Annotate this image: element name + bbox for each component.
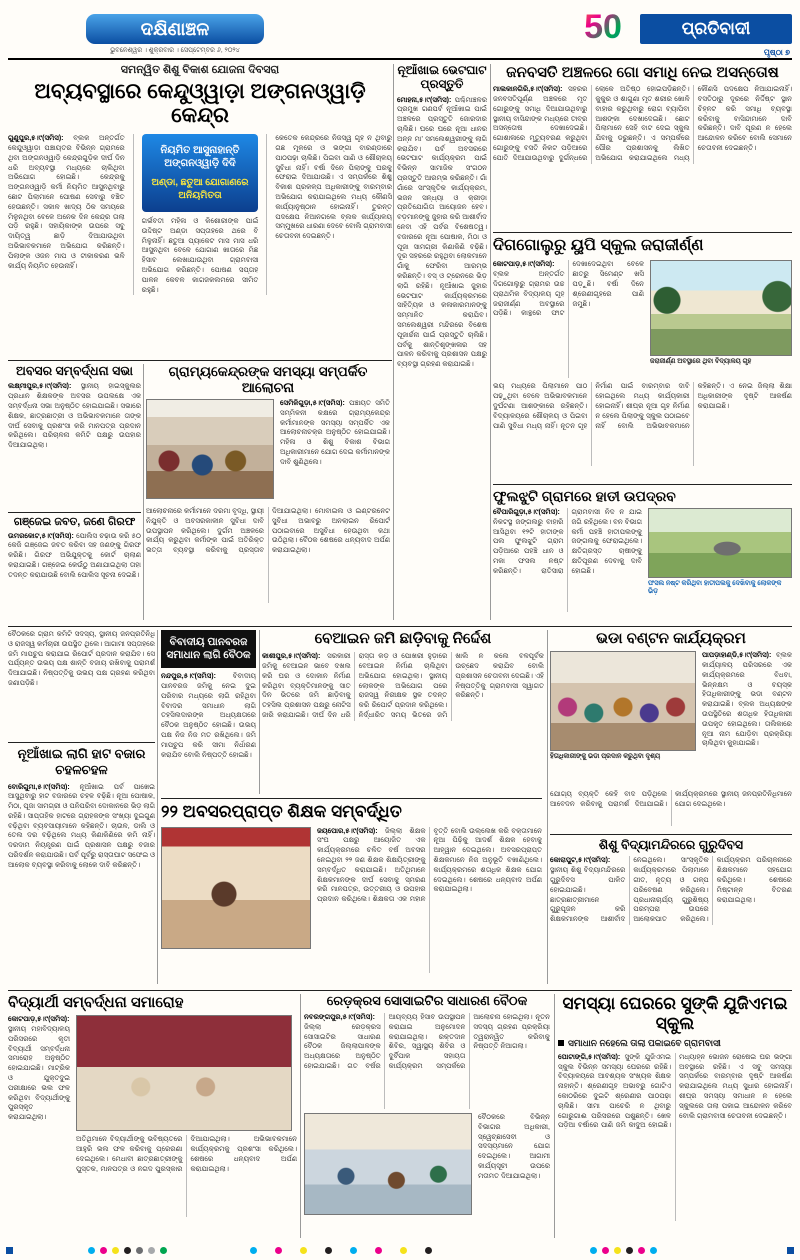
reg-dot [325,1247,332,1254]
headline: ନୂଆଁଖାଇ ଭେଟଘାଟ ପ୍ରସ୍ତୁତି [397,64,487,91]
article-body: ଆଲୋଚନାରେ କର୍ମୀମାନେ ଦରମା ବୃଦ୍ଧି, ସ୍ଥାୟୀ ନିଯୁକ୍ତି ଓ ଅବସରକାଳୀନ ସୁବିଧା ଦାବି ଉପସ୍ଥାପନ କରିଥିଲେ। ଦୁର୍ଗମ ଅଞ୍ଚଳରେ କାର୍ଯ୍ୟ କରୁଥିବା କର୍ମୀଙ୍କ ପାଇଁ ଅତିରିକ୍ତ ଭତ୍ତା ବ୍ୟବସ୍ଥା କରିବାକୁ ପ୍ରସ୍ତାବ ଦିଆଯାଇଥିଲା। ମୋବାଇଲ ଓ ଇଣ୍ଟରନେଟ ସୁବିଧା ଅଭାବରୁ ଅନଲାଇନ ରିପୋର୍ଟ ପଠାଇବାରେ ଅସୁବିଧା ହେଉଥିବା କଥା ଉଠିଥିଲା। ବୈଠକ ଶେଷରେ ଧନ୍ୟବାଦ ଅର୍ପଣ କରାଯାଇଥିଲା। [146,508,390,555]
byline: ନବରଙ୍ଗପୁର,୫।୯(ସମିସ): [304,1013,375,1021]
article-body: ଗର୍ଭବତୀ ମହିଳା ଓ କିଶୋରୀଙ୍କ ପାଇଁ ଉଦ୍ଦିଷ୍ଟ ଅଣ୍ଡା ସପ୍ତାହରେ ଥରେ ବି ମିଳୁନାହିଁ। ଛତୁଆ ପ୍ୟାକେଟ ମାସ ମାସ ଧରି ଆସୁନଥିବା ବେଳେ ଯୋଗାଣ ଖାତାରେ ମିଛ ହିସାବ ଲେଖାଯାଉଥିବା ଗ୍ରାମବାସୀ ଅଭିଯୋଗ କରିଛନ୍ତି। ପୋଷଣ ସପ୍ତାହ ପାଳନ କେବଳ କାଗଜକଲମରେ ସୀମିତ ରହୁଛି। [141,217,259,294]
article-body [493,508,642,612]
article-body [558,1053,792,1221]
section-badge: ଦକ୍ଷିଣାଞ୍ଚଳ [86,14,264,44]
reg-dot [100,1247,107,1254]
photo-discussion-meeting [146,399,274,499]
column-rule [554,994,555,1238]
photo-dilapidated-school [650,260,792,356]
article-text: ଜିଲ୍ଲା ଶିକ୍ଷକ ସଂଘ ପକ୍ଷରୁ ଆୟୋଜିତ ଏକ କାର୍ଯ୍ୟକ୍ରମରେ ଚଳିତ ବର୍ଷ ଅବସର ନେଇଥିବା ୨୨ ଜଣ ଶିକ୍ଷକ ଶିକ୍ଷୟିତ୍ରୀଙ୍କୁ ସମ୍ବର୍ଦ୍ଧିତ କରାଯାଇଛି। ଅତିଥିମାନେ ଶିକ୍ଷକମାନଙ୍କ ଦୀର୍ଘ ସେବାକୁ ସ୍ମରଣ କରି ମାନପତ୍ର, ଉତ୍ତରୀୟ ଓ ଉପହାର ପ୍ରଦାନ କରିଥିଲେ। ଶିକ୍ଷକତା ଏକ ମହାନ ବୃତ୍ତି ବୋଲି ଉଲ୍ଲେଖ କରି ବକ୍ତାମାନେ ନୂଆ ପିଢ଼ିକୁ ଆଦର୍ଶ ଶିକ୍ଷକ ହେବାକୁ ଆହ୍ୱାନ ଦେଇଥିଲେ। ଅବସରପ୍ରାପ୍ତ ଶିକ୍ଷକମାନେ ନିଜ ଅନୁଭୂତି ବଖାଣିଥିଲେ। କାର୍ଯ୍ୟକ୍ରମରେ ଶତାଧିକ ଶିକ୍ଷକ ଯୋଗ ଦେଇଥିଲେ। ଶେଷରେ ଧନ୍ୟବାଦ ଅର୍ପଣ କରାଯାଇଥିଲା। [317,827,542,904]
byline: ସେମିଳିଗୁଡ଼ା,୫।୯(ସମିସ): [280,400,345,408]
highlight-box [142,134,259,212]
headline: ଗଞ୍ଜେଇ ଜବତ, ଜଣେ ଗିରଫ [13,516,136,528]
column-rule [547,630,548,984]
reg-dot [136,1247,143,1254]
article-text: ସ୍ଥାନୀୟ ଶିଶୁ ବିଦ୍ୟାମନ୍ଦିରରେ ଗୁରୁଦିବସ ପାଳିତ ହୋଇଯାଇଛି। ଛାତ୍ରଛାତ୍ରୀମାନେ ଗୁରୁପୂଜନ କରି ଶିକ୍ଷକମାନଙ୍କ ଆଶୀର୍ବାଦ ନେଇଥିଲେ। ସାଂସ୍କୃତିକ କାର୍ଯ୍ୟକ୍ରମରେ ପିଲାମାନେ ଗୀତ, ନୃତ୍ୟ ଓ ଗଳ୍ପ ପରିବେଷଣ କରିଥିଲେ। ପ୍ରଧାନାଚାର୍ଯ୍ୟ ଗୁରୁଶିଷ୍ୟ ପରମ୍ପରା ଉପରେ ଆଲୋକପାତ କରିଥିଲେ। କାର୍ଯ୍ୟକ୍ରମ ପରିଚାଳନାରେ ଶିକ୍ଷକମାନେ ସହଯୋଗ କରିଥିଲେ। ଶେଷରେ ମିଷ୍ଟାନ୍ନ ବିତରଣ କରାଯାଇଥିଲା। [550,857,792,924]
headline: ସମସ୍ୟା ଘେରରେ ସୁଙ୍କି ଯୁଜିଏମଇ ସ୍କୁଲ [562,994,788,1034]
byline: କୋରାପୁଟ,୫।୯(ସମିସ): [550,857,611,865]
reg-dot [626,1247,633,1254]
article-teachers-felicitated [161,802,542,984]
byline: ବୈପାରିଗୁଡ଼ା,୫।୯(ସମିସ): [493,509,560,517]
divider [8,360,392,361]
article-body: ଅତିଥିମାନେ ବିଦ୍ୟାର୍ଥୀଙ୍କୁ ଭବିଷ୍ୟତରେ ଆହୁରି ଭଲ ଫଳ କରିବାକୁ ପ୍ରେରଣା ଦେଇଥିଲେ। ମେଧାବୀ ଛାତ୍ରଛାତ୍ରୀଙ୍କୁ ପୁସ୍ତକ, ମାନପତ୍ର ଓ ନଗଦ ପୁରସ୍କାର ଦିଆଯାଇଥିଲା। ଅଭିଭାବକମାନେ କାର୍ଯ୍ୟକ୍ରମକୁ ପ୍ରଶଂସା କରିଥିଲେ। ଶେଷରେ ଧନ୍ୟବାଦ ଅର୍ପଣ କରାଯାଇଥିଲା। [76,1136,297,1173]
photo-beneficiary-group [550,651,696,751]
byline: ଲକ୍ଷ୍ମୀପୁର,୫।୯(ସମିସ): [8,383,72,391]
divider [493,232,792,233]
reg-dot [160,1247,167,1254]
article-body [161,672,256,760]
article-body: ଯୋଗ୍ୟ ବ୍ୟକ୍ତି କେହି ବାଦ ପଡ଼ିଥିଲେ ଆବେଦନ କରିବାକୁ ପରାମର୍ଶ ଦିଆଯାଇଛି। କାର୍ଯ୍ୟକ୍ରମରେ ସ୍ଥାନୀୟ ଜନପ୍ରତିନିଧିମାନେ ଯୋଗ ଦେଇଥିଲେ। [550,791,792,809]
photo-elephant-field [648,508,792,578]
byline: ମୋହନା,୫।୯(ସମିସ): [397,96,452,104]
reg-dot [590,1247,597,1254]
column-rule [393,64,394,620]
article-nuakhai-market [8,746,155,984]
article-body [8,1015,70,1215]
byline: କୋଟପାଡ଼,୫।୯(ସମିସ): [8,1016,70,1024]
article-body: ବୈଠକରେ ଗ୍ରାମ କମିଟି ସଦସ୍ୟ, ସ୍ଥାନୀୟ ଜନପ୍ରତିନିଧି ଓ ରାଜସ୍ୱ କର୍ମଚାରୀ ଉପସ୍ଥିତ ଥିଲେ। ଆଗାମୀ ସପ୍ତାହରେ ଜମି ମାପଚୁପ କରାଯାଇ ରିପୋର୍ଟ ପ୍ରଦାନ କରାଯିବ। ସେ ପର୍ଯ୍ୟନ୍ତ ଉଭୟ ପକ୍ଷ ଶାନ୍ତି ବଜାୟ ରଖିବାକୁ ପରାମର୍ଶ ଦିଆଯାଇଛି। ନିଷ୍ପତ୍ତିକୁ ଉଭୟ ପକ୍ଷ ଗ୍ରହଣ କରିଥିବା ଜଣାପଡ଼ିଛି। [8,631,155,687]
photo-award-stage [76,1015,292,1131]
lead-headline: ଅବ୍ୟବସ୍ଥାରେ କେନ୍ଦୁଓ୍ୱାଡ଼ା ଅଙ୍ଗନଓ୍ୱାଡ଼ି କେନ୍ଦ୍ର [34,80,366,128]
print-registration-bar [0,1246,800,1256]
article-school-problems [558,994,792,1238]
byline: କାଶୀପୁର,୫।୯(ସମିସ): [262,653,321,661]
byline: ନନ୍ଦପୁର,୫।୯(ସମିସ): [161,673,216,681]
article-elephant-menace [493,488,792,620]
article-body [8,783,155,871]
divider [493,484,792,485]
article-text: ବ୍ଲକ ଅନ୍ତର୍ଗତ ଦିଗଗୋଲୁରୁ ଗ୍ରାମର ଉଚ୍ଚ ପ୍ରାଥମିକ ବିଦ୍ୟାଳୟ ଗୃହ ଜରାଜୀର୍ଣ୍ଣ ଅବସ୍ଥାରେ ପଡ଼ିଛି। କାନ୍ଥରେ ଫାଟ ଦେଖାଦେଇଥିବା ବେଳେ ଛାତରୁ ସିମେଣ୍ଟ ଖସି ପଡ଼ୁଛି। ବର୍ଷା ଦିନେ ଶ୍ରେଣୀଗୃହରେ ପାଣି ଜମୁଛି। [493,261,644,318]
headline: ଦିଗଗୋଲୁରୁ ୟୁପି ସ୍କୁଲ ଜରାଜୀର୍ଣ୍ଣ [493,237,704,254]
reg-dot [148,1247,155,1254]
headline: ୨୨ ଅବସରପ୍ରାପ୍ତ ଶିକ୍ଷକ ସମ୍ବର୍ଦ୍ଧିତ [161,802,402,821]
article-body [702,651,792,787]
column-rule [300,994,301,1238]
divider [8,990,792,991]
article-text: ସ୍ଥାନୀୟ ମହାବିଦ୍ୟାଳୟ ପରିସରରେ କୃତୀ ବିଦ୍ୟାର୍ଥୀ ସମ୍ବର୍ଦ୍ଧନା ସମାରୋହ ଅନୁଷ୍ଠିତ ହୋଇଯାଇଛି। ମାଟ୍ରିକ ଓ ଯୁକ୍ତଦୁଇ ପରୀକ୍ଷାରେ ଭଲ ଫଳ କରିଥିବା ବିଦ୍ୟାର୍ଥୀଙ୍କୁ ପୁରସ୍କୃତ କରାଯାଇଥିଲା। [8,1026,70,1122]
article-illegal-land-order [262,630,544,794]
photo-meeting-hall [304,1113,472,1215]
edition-dateline: ଭୁବନେଶ୍ୱର । ଶୁକ୍ରବାର । ସେପ୍ଟେମ୍ବର ୬, ୨୦୨୪ [110,47,240,54]
reg-dot [425,1247,432,1254]
article-text: ପୋଲିସ ଚଢ଼ାଉ କରି ୫୦ କେଜି ଗଞ୍ଜେଇ ଜବତ କରିବା ସହ ଜଣଙ୍କୁ ଗିରଫ କରିଛି। ଗିରଫ ଅଭିଯୁକ୍ତକୁ କୋର୍ଟ ଚାଲାଣ କରାଯାଇଛି। ଗଞ୍ଜେଇ କେଉଁଠୁ ଅଣାଯାଇଥିଲା ତାହା ତଦନ୍ତ କରାଯାଉଛି ବୋଲି ପୋଲିସ ସୂଚନା ଦେଇଛି। [8,532,141,579]
photo-caption: ଫସଲ ନଷ୍ଟ କରିଥିବା ହାତୀପଲକୁ ଦେଖିବାକୁ ଲୋକଙ୍କ ଭିଡ଼ [648,580,782,596]
headline: ବେଆଇନ ଜମି ଛାଡ଼ିବାକୁ ନିର୍ଦ୍ଦେଶ [314,630,492,647]
headline: ଫୁଲଝୁଟି ଗ୍ରାମରେ ହାତୀ ଉପଦ୍ରବ [493,488,676,504]
article-redcross-meeting [304,994,550,1238]
reg-dot [650,1247,657,1254]
reg-dot [350,1247,357,1254]
headline: ଜନବସତି ଅଞ୍ଚଳରେ ଗୋ ସମାଧି ନେଇ ଅସନ୍ତୋଷ [506,64,779,81]
article-body [397,96,487,370]
article-body [304,1013,550,1109]
column-rule [143,364,144,620]
reg-dot [375,1247,382,1254]
article-text: ସରକାରୀ ଜମିକୁ ବେଆଇନ ଭାବେ ଦଖଲ କରି ଘର ଓ ଦୋକାନ ନିର୍ମାଣ କରିଥିବା ବ୍ୟକ୍ତିମାନଙ୍କୁ ସାତ ଦିନ ଭିତରେ ଜମି ଛାଡ଼ିବାକୁ ତହସିଲ ପ୍ରଶାସନ ପକ୍ଷରୁ ନୋଟିସ ଜାରି କରାଯାଇଛି। ଦୀର୍ଘ ଦିନ ଧରି ରାସ୍ତା କଡ଼ ଓ ପୋଖରୀ ହୁଡ଼ାରେ ବେଆଇନ ନିର୍ମାଣ ଚାଲିଥିବା ଅଭିଯୋଗ ହୋଇଥିଲା। ସ୍ଥାନୀୟ ଲୋକଙ୍କ ଅଭିଯୋଗ ପରେ ରାଜସ୍ୱ ନିରୀକ୍ଷକ ସ୍ଥଳ ତଦନ୍ତ କରି ରିପୋର୍ଟ ପ୍ରଦାନ କରିଥିଲେ। ନିର୍ଦ୍ଧାରିତ ସମୟ ଭିତରେ ଜମି ଖାଲି ନ କଲେ ବଳପୂର୍ବକ ଉଚ୍ଛେଦ କରାଯିବ ବୋଲି ପ୍ରଶାସନ ଚେତାବନୀ ଦେଇଛି। ଏହି ନିଷ୍ପତ୍ତିକୁ ଗ୍ରାମବାସୀ ସ୍ୱାଗତ କରିଛନ୍ତି। [262,653,544,720]
article-body [8,532,141,581]
article-dilapidated-school [493,236,792,482]
article-guru-divas [550,838,792,984]
highlight-line-1: ନିୟମିତ ଆସୁନାହାନ୍ତି ଅଙ୍ଗନଓ୍ୱାଡ଼ି ଦିଦି [160,145,240,170]
column-rule [259,630,260,794]
article-body [550,856,792,925]
headline: ବିଦ୍ୟାର୍ଥୀ ସମ୍ବର୍ଦ୍ଧନା ସମାରୋହ [8,994,184,1011]
article-text: ନୂଆଁଖାଇ ପର୍ବ ପାଖେଇ ଆସୁଥିବାରୁ ହାଟ ବଜାରରେ ଚହଳ ବଢ଼ିଛି। ନୂଆ ପୋଷାକ, ମିଠା, ପୂଜା ସାମଗ୍ରୀ ଓ ପନିପରିବା ଦୋକାନରେ ଭିଡ଼ ଲାଗି ରହିଛି। ସାପ୍ତାହିକ ହାଟରେ ଗ୍ରାହକଙ୍କ ସଂଖ୍ୟା ଦୁଇଗୁଣ ବଢ଼ିଥିବା ବ୍ୟବସାୟୀମାନେ କହିଛନ୍ତି। ଚାଉଳ, ଡାଲି ଓ ତେଲ ଦର ବଢ଼ିଥିଲେ ମଧ୍ୟ କିଣାକିଣିରେ କମି ନାହିଁ। ଦରଦାମ ନିୟନ୍ତ୍ରଣ ପାଇଁ ପ୍ରଶାସନ ପକ୍ଷରୁ ବଜାର ପରିଦର୍ଶନ କରାଯାଉଛି। ପର୍ବ ପୂର୍ବରୁ ରାସ୍ତାଘାଟ ସଫେଇ ଓ ଆଲୋକ ବ୍ୟବସ୍ଥା କରିବାକୁ ଲୋକେ ଦାବି କରିଛନ୍ତି। [8,783,155,869]
byline: ଜୟପୋର,୫।୯(ସମିସ): [317,827,378,835]
byline: ମାଲକାନଗିରି,୫।୯(ସମିସ): [493,86,563,94]
article-body [262,652,544,721]
deck-text: ସମାଧାନ ନହେଲେ ତାଲା ପକାଇବେ ଗ୍ରାମବାସୀ [568,1037,721,1048]
divider [550,834,792,835]
reg-dot [638,1247,645,1254]
divider [8,512,141,513]
article-text: ପଞ୍ଚାୟତ ସମିତି ସମ୍ମିଳନୀ କକ୍ଷରେ ଗ୍ରାମ୍ୟକେନ୍ଦ୍ର କର୍ମୀମାନଙ୍କ ସମସ୍ୟା ସମ୍ପର୍କିତ ଏକ ଆଲୋଚନାଚକ୍ର ଅନୁଷ୍ଠିତ ହୋଇଯାଇଛି। ମହିଳା ଓ ଶିଶୁ ବିକାଶ ବିଭାଗ ଅଧିକାରୀମାନେ ଯୋଗ ଦେଇ କର୍ମୀମାନଙ୍କ ଦାବି ଶୁଣିଥିଲେ। [280,400,390,466]
byline: ଉମରକୋଟ,୫।୯(ସମିସ): [8,532,74,540]
article-text: ସହରର ଜନବସତିପୂର୍ଣ୍ଣ ଅଞ୍ଚଳରେ ମୃତ ଗୋରୁଙ୍କୁ ସମାଧି ଦିଆଯାଉଥିବାରୁ ସ୍ଥାନୀୟ ବାସିନ୍ଦାଙ୍କ ମଧ୍ୟରେ ତୀବ୍ର ଅସନ୍ତୋଷ ଦେଖାଦେଇଛି। ଗୋଶାଳାରେ ମୃତ୍ୟୁବରଣ କରୁଥିବା ଗୋରୁଙ୍କୁ ବସତି ନିକଟ ପଡ଼ିଆରେ ପୋତି ଦିଆଯାଉଥିବାରୁ ଦୁର୍ଗନ୍ଧରେ ଲୋକେ ଅତିଷ୍ଠ ହୋଇପଡ଼ିଛନ୍ତି। କୁକୁର ଓ ଶାଗୁଣା ମୃତ ଶରୀର ଖୋଳି ବାହାର କରୁଥିବାରୁ ରୋଗ ବ୍ୟାପିବା ଆଶଙ୍କା ଦେଖାଦେଇଛି। ଛୋଟ ପିଲାମାନେ ସେହି ବାଟ ଦେଇ ସ୍କୁଲ ଯିବାକୁ ଡରୁଛନ୍ତି। ଏ ସମ୍ପର୍କରେ ପୌର ପ୍ରଶାସନକୁ ଲିଖିତ ଅଭିଯୋଗ କରାଯାଇଥିଲେ ମଧ୍ୟ କୌଣସି ପଦକ୍ଷେପ ନିଆଯାଇନାହିଁ। ବସତିଠାରୁ ଦୂରରେ ନିର୍ଦ୍ଦିଷ୍ଟ ସ୍ଥାନ ଚିହ୍ନଟ କରି ସମାଧି ବ୍ୟବସ୍ଥା କରିବାକୁ ବାସିନ୍ଦାମାନେ ଦାବି କରିଛନ୍ତି। ଦାବି ପୂରଣ ନ ହେଲେ ଆନ୍ଦୋଳନ କରିବେ ବୋଲି ସେମାନେ ଚେତାବନୀ ଦେଇଛନ୍ତି। [493,86,792,162]
article-text: ସ୍ଥାନୀୟ ହାଇସ୍କୁଲର ପ୍ରଧାନ ଶିକ୍ଷକଙ୍କ ଅବସର ଉପଲକ୍ଷେ ଏକ ସମ୍ବର୍ଦ୍ଧନା ସଭା ଅନୁଷ୍ଠିତ ହୋଇଯାଇଛି। ସଭାରେ ଶିକ୍ଷକ, ଛାତ୍ରଛାତ୍ରୀ ଓ ଅଭିଭାବକମାନେ ତାଙ୍କ ଦୀର୍ଘ ସେବାକୁ ପ୍ରଶଂସା କରି ମାନପତ୍ର ପ୍ରଦାନ କରିଥିଲେ। ପରିଚାଳନା କମିଟି ପକ୍ଷରୁ ଉପହାର ଦିଆଯାଇଥିଲା। [8,383,141,450]
highlight-line-2: ଅଣ୍ଡା, ଛତୁଆ ଯୋଗାଣରେ ଅନିୟମିତତା [151,177,249,201]
column-rule [157,630,158,984]
headline: ଶିଶୁ ବିଦ୍ୟାମନ୍ଦିରରେ ଗୁରୁଦିବସ [598,838,744,852]
lead-kicker: ସମନ୍ୱିତ ଶିଶୁ ବିକାଶ ଯୋଜନା ଦିବସରା [120,64,280,76]
article-media-column [76,1015,297,1217]
photo-speaker-event [161,827,311,949]
registration-marks [590,1247,657,1254]
article-student-felicitation [8,994,297,1238]
masthead-rule [8,58,792,60]
article-nuakhai-prep [397,64,487,620]
newspaper-brand: ପ୍ରତିବାଦୀ [640,14,792,44]
divider [8,626,792,627]
reg-dot [300,1247,307,1254]
article-body [8,134,125,271]
article-cow-burial [493,64,792,230]
reg-dot [112,1247,119,1254]
photo-wrap [550,651,696,787]
page-number: ପୃଷ୍ଠା ୭ [763,48,790,57]
photo-caption: ହିତାଧିକାରୀଙ୍କୁ ଭଡା ପ୍ରଦାନ କରୁଥିବା ଦୃଶ୍ୟ [550,753,661,761]
registration-marks [88,1247,167,1254]
article-body [493,85,792,163]
reg-dot [250,1247,257,1254]
photo-wrap [161,827,311,973]
article-allowance-distribution [550,630,792,830]
article-body: ଭୟ ମଧ୍ୟରେ ପିଲାମାନେ ପାଠ ପଢ଼ୁଥିବା ବେଳେ ଅଭିଭାବକମାନେ ଦୁର୍ଘଟଣା ଆଶଙ୍କାରେ ରହିଛନ୍ତି। ବିଦ୍ୟାଳୟରେ ଶୌଚାଳୟ ଓ ପିଇବା ପାଣି ସୁବିଧା ମଧ୍ୟ ନାହିଁ। ନୂତନ ଗୃହ ନିର୍ମାଣ ପାଇଁ ବାରମ୍ବାର ଦାବି ହୋଇଥିଲେ ମଧ୍ୟ କାର୍ଯ୍ୟକାରୀ ହୋଇନାହିଁ। ଶୀଘ୍ର ନୂଆ ଗୃହ ନିର୍ମାଣ ନ ହେଲେ ପିଲାଙ୍କୁ ସ୍କୁଲ ପଠାଇବେ ନାହିଁ ବୋଲି ଅଭିଭାବକମାନେ କହିଛନ୍ତି। ଏ ନେଇ ଜିଲ୍ଲା ଶିକ୍ଷା ଅଧିକାରୀଙ୍କ ଦୃଷ୍ଟି ଆକର୍ଷଣ କରାଯାଇଛି। [493,383,792,430]
reg-dot [400,1247,407,1254]
column-rule [490,64,491,620]
article-text: ବ୍ଲକ ଅନ୍ତର୍ଗତ କେନ୍ଦୁଓ୍ୱାଡ଼ା ପଞ୍ଚାୟତର ବିଭିନ୍ନ ଗ୍ରାମରେ ଥିବା ଅଙ୍ଗନଓ୍ୱାଡ଼ି କେନ୍ଦ୍ରଗୁଡ଼ିକ ଦୀର୍ଘ ଦିନ ଧରି ଅବ୍ୟବସ୍ଥା ମଧ୍ୟରେ ଚାଲିଥିବା ଅଭିଯୋଗ ହୋଇଛି। କେନ୍ଦ୍ରକୁ ଅଙ୍ଗନଓ୍ୱାଡ଼ି କର୍ମୀ ନିୟମିତ ଆସୁନଥିବାରୁ ଛୋଟ ପିଲାମାନେ ପୋଷଣ ସେବାରୁ ବଞ୍ଚିତ ହେଉଛନ୍ତି। ସକାଳ ଖାଦ୍ୟ ଠିକ ସମୟରେ ମିଳୁନଥିବା ବେଳେ ଅନେକ ଦିନ କେନ୍ଦ୍ର ତାଲା ପଡ଼ି ରହୁଛି। ସହାୟିକାଙ୍କ ଉପରେ ସବୁ ଦାୟିତ୍ୱ ଛାଡ଼ି ଦିଆଯାଉଥିବା ଅଭିଭାବକମାନେ ଅଭିଯୋଗ କରିଛନ୍ତି। ପିଲାଙ୍କ ଓଜନ ମାପ ଓ ଟୀକାକରଣ ଭଳି କାର୍ଯ୍ୟ ନିୟମିତ ହେଉନାହିଁ। [8,135,125,270]
byline: ପାପଡ଼ାହାଣ୍ଡି,୫।୯(ସମିସ): [702,652,772,660]
article-ganja-seized [8,516,141,622]
article-text: ନିକଟସ୍ଥ ଜଙ୍ଗଲରୁ ବାହାରି ଆସିଥିବା ୧୨ଟି ହାତୀଙ୍କ ପଲ ଫୁଲଝୁଟି ଗ୍ରାମ ପଡ଼ିଆରେ ପହଞ୍ଚି ଧାନ ଓ ମକା ଫସଲ ନଷ୍ଟ କରିଛନ୍ତି। ରାତିସାରା ଗ୍ରାମବାସୀ ନିଦ ନ ଯାଇ ଜଗି ରହିଥିଲେ। ବନ ବିଭାଗ କର୍ମୀ ପହଞ୍ଚି ହାତୀପଲଙ୍କୁ ଜଙ୍ଗଲକୁ ଫେରାଇଥିଲେ। କ୍ଷତିଗ୍ରସ୍ତ ଚାଷୀଙ୍କୁ କ୍ଷତିପୂରଣ ଦେବାକୁ ଦାବି ହୋଇଛି। [493,509,642,575]
article-lead [8,64,392,358]
article-text: ଜିଲ୍ଲା ରେଡ଼କ୍ରସ ସୋସାଇଟିର ସାଧାରଣ ବୈଠକ ଜିଲ୍ଲାପାଳଙ୍କ ଅଧ୍ୟକ୍ଷତାରେ ଅନୁଷ୍ଠିତ ହୋଇଯାଇଛି। ଗତ ବର୍ଷର ଆୟବ୍ୟୟ ହିସାବ ଉପସ୍ଥାପନ କରାଯାଇ ଅନୁମୋଦନ କରାଯାଇଥିଲା। ରକ୍ତଦାନ ଶିବିର, ସ୍ୱାସ୍ଥ୍ୟ ଶିବିର ଓ ଦୁର୍ବିପାକ ସହାୟତା କାର୍ଯ୍ୟକ୍ରମ ସମ୍ପର୍କରେ ଆଲୋଚନା ହୋଇଥିଲା। ନୂତନ ସଦସ୍ୟ ଗ୍ରହଣ ପ୍ରକ୍ରିୟା ତ୍ୱରାନ୍ୱିତ କରିବାକୁ ନିଷ୍ପତ୍ତି ନିଆଗଲା। [304,1013,550,1070]
reg-dot [124,1247,131,1254]
reg-dot [602,1247,609,1254]
article-text: ପଶ୍ଚିମାଞ୍ଚଳର ପ୍ରମୁଖ ଗଣପର୍ବ ନୂଆଁଖାଇ ପାଇଁ ଅଞ୍ଚଳରେ ପ୍ରସ୍ତୁତି ଜୋରଦାର ଚାଲିଛି। ଘରେ ଘରେ ନୂଆ ଧାନର ଅନ୍ନ ମା' ସମଲେଶ୍ୱରୀଙ୍କୁ ଲାଗି କରାଯିବ। ପର୍ବ ଅବସରରେ ଭେଟଘାଟ କାର୍ଯ୍ୟକ୍ରମ ପାଇଁ ବିଭିନ୍ନ ସାମାଜିକ ସଂଗଠନ ପ୍ରସ୍ତୁତି ଆରମ୍ଭ କରିଛନ୍ତି। ଗାଁ ଗାଁରେ ସାଂସ୍କୃତିକ କାର୍ଯ୍ୟକ୍ରମ, ଭଜନ ସନ୍ଧ୍ୟା ଓ କ୍ରୀଡ଼ା ପ୍ରତିଯୋଗିତା ଆୟୋଜନ ହେବ। ବଡ଼ମାନଙ୍କୁ ଜୁହାର କରି ଆଶୀର୍ବାଦ ନେବା ଏହି ପର୍ବର ବିଶେଷତ୍ୱ। ବଜାରରେ ନୂଆ ପୋଷାକ, ମିଠା ଓ ପୂଜା ସାମଗ୍ରୀ କିଣାକିଣି ବଢ଼ିଛି। ଦୂର ସହରରେ ରହୁଥିବା ଲୋକମାନେ ଗାଁକୁ ଫେରିବା ଆରମ୍ଭ କରିଛନ୍ତି। ବସ୍ ଓ ଟ୍ରେନରେ ଭିଡ଼ ଲାଗି ରହିଛି। ନୂଆଁଖାଇ ଜୁହାର ଭେଟଘାଟ କାର୍ଯ୍ୟକ୍ରମରେ ସାହିତ୍ୟିକ ଓ କଳାକାରମାନଙ୍କୁ ସମ୍ମାନିତ କରାଯିବ। ସମଲେଶ୍ୱରୀ ମନ୍ଦିରରେ ବିଶେଷ ପୂଜାର୍ଚ୍ଚନା ପାଇଁ ପ୍ରସ୍ତୁତି ଚାଲିଛି। ପର୍ବକୁ ଶାନ୍ତିଶୃଙ୍ଖଳାର ସହ ପାଳନ କରିବାକୁ ପ୍ରଶାସନ ପକ୍ଷରୁ ବ୍ୟବସ୍ଥା ଗ୍ରହଣ କରାଯାଇଛି। [397,96,487,369]
headline-reverse: ବିବାଦୀୟ ପାନବରଜ ସମାଧାନ ଲାଗି ବୈଠକ [161,630,256,668]
reg-dot [275,1247,282,1254]
reg-square [787,1247,794,1254]
reg-dot [88,1247,95,1254]
divider [161,798,542,799]
article-betel-dispute-meeting [161,630,256,794]
byline: ପୋଟାଙ୍ଗି,୫।୯(ସମିସ): [558,1053,621,1061]
byline: ଗୁଣୁପୁର,୫।୯(ସମିସ): [8,135,64,143]
headline: ଗ୍ରାମ୍ୟକେନ୍ଦ୍ରଙ୍କ ସମସ୍ୟା ସମ୍ପର୍କିତ ଆଲୋଚନା [168,364,368,395]
reg-square [6,1247,13,1254]
byline: କୋଟପାଡ଼,୫।୯(ସମିସ): [493,261,555,269]
registration-marks [250,1247,432,1254]
article-body [280,399,390,503]
headline: ରେଡ଼କ୍ରସ ସୋସାଇଟିର ସାଧାରଣ ବୈଠକ [326,994,528,1008]
divider [8,742,155,743]
article-body [8,382,141,451]
article-body [493,260,644,378]
headline: ଅବସର ସମ୍ବର୍ଦ୍ଧନା ସଭା [16,364,133,378]
bullet-square-icon [558,1040,564,1046]
article-text: ବ୍ଲକ କାର୍ଯ୍ୟାଳୟ ପରିସରରେ ଏକ କାର୍ଯ୍ୟକ୍ରମରେ ବିଧବା, ଭିନ୍ନକ୍ଷମ ଓ ବୟସ୍କ ହିତାଧିକାରୀଙ୍କୁ ଭଡା ବଣ୍ଟନ କରାଯାଇଛି। ବ୍ଲକ ଅଧ୍ୟକ୍ଷଙ୍କ ଉପସ୍ଥିତିରେ ଶତାଧିକ ହିତାଧିକାରୀ ଉପକୃତ ହୋଇଥିଲେ। ତାଲିକାରେ ନୂଆ ନାମ ଯୋଡ଼ିବା ପ୍ରକ୍ରିୟା ଚାଲିଥିବା କୁହାଯାଇଛି। [702,652,792,748]
anniversary-50-logo: 50 [574,6,632,48]
photo-wrap [650,260,792,378]
article-body: କେତେକ କେନ୍ଦ୍ରରେ ନିଜସ୍ୱ ଗୃହ ନ ଥିବାରୁ ଗଛ ମୂଳରେ ଓ ଭଙ୍ଗା ବାରଣ୍ଡାରେ ପାଠପଢ଼ା ଚାଲିଛି। ପିଇବା ପାଣି ଓ ଶୌଚାଳୟ ସୁବିଧା ନାହିଁ। ବର୍ଷା ଦିନେ ପିଲାଙ୍କୁ ଘରକୁ ଫେରାଇ ଦିଆଯାଉଛି। ଏ ସମ୍ପର୍କରେ ଶିଶୁ ବିକାଶ ପ୍ରକଳ୍ପ ଅଧିକାରୀଙ୍କୁ ବାରମ୍ବାର ଅଭିଯୋଗ କରାଯାଇଥିଲେ ମଧ୍ୟ କୌଣସି କାର୍ଯ୍ୟାନୁଷ୍ଠାନ ହୋଇନାହିଁ। ତୁରନ୍ତ ପଦକ୍ଷେପ ନିଆନଗଲେ ବ୍ଲକ କାର୍ଯ୍ୟାଳୟ ସମ୍ମୁଖରେ ଧାରଣା ଦେବେ ବୋଲି ଗ୍ରାମବାସୀ ଚେତାବନୀ ଦେଇଛନ୍ତି। [275,135,392,241]
photo-wrap [648,508,792,612]
article-retirement-felicitation [8,364,141,510]
article-body: ବୈଠକରେ ବିଭିନ୍ନ ବିଭାଗର ଅଧିକାରୀ, ସ୍ୱେଚ୍ଛାସେବୀ ଓ ସଦସ୍ୟମାନେ ଯୋଗ ଦେଇଥିଲେ। ଆଗାମୀ କାର୍ଯ୍ୟସୂଚୀ ଉପରେ ମତାମତ ଦିଆଯାଇଥିଲା। [478,1113,550,1180]
headline: ଭଡା ବଣ୍ଟନ କାର୍ଯ୍ୟକ୍ରମ [596,630,746,647]
byline: ବୋରିଗୁମା,୫।୯(ସମିସ): [8,783,70,791]
deck-line [558,1038,792,1049]
article-body [317,827,542,973]
photo-wrap [304,1113,472,1215]
photo-caption: ଜରାଜୀର୍ଣ୍ଣ ଅବସ୍ଥାରେ ଥିବା ବିଦ୍ୟାଳୟ ଗୃହ [650,358,752,366]
article-village-centre-meeting [146,364,390,620]
article-dispute-continuation [8,630,155,740]
article-text: ସୁଙ୍କି ଯୁଜିଏମଇ ସ୍କୁଲ ବିଭିନ୍ନ ସମସ୍ୟା ଘେରରେ ରହିଛି। ବିଦ୍ୟାଳୟରେ ଆବଶ୍ୟକ ସଂଖ୍ୟକ ଶିକ୍ଷକ ନାହାନ୍ତି। ଶ୍ରେଣୀଗୃହ ଅଭାବରୁ ଗୋଟିଏ କୋଠରିରେ ଦୁଇଟି ଶ୍ରେଣୀର ପାଠପଢ଼ା ଚାଲିଛି। ସୀମା ପାଚେରି ନ ଥିବାରୁ ଗୋରୁଗାଈ ପରିସରରେ ପଶୁଛନ୍ତି। ଖେଳ ପଡ଼ିଆ ବର୍ଷାରେ ପାଣି ଜମି କାଦୁଅ ହୋଇଛି। ମଧ୍ୟାହ୍ନ ଭୋଜନ ରୋଷେଇ ଘର ଭଙ୍ଗା ଅବସ୍ଥାରେ ରହିଛି। ଏ ସବୁ ସମସ୍ୟା ସମ୍ପର୍କରେ ବାରମ୍ବାର ଦୃଷ୍ଟି ଆକର୍ଷଣ କରାଯାଇଥିଲେ ମଧ୍ୟ ସୁଧାର ହୋଇନାହିଁ। ଶୀଘ୍ର ସମସ୍ୟା ସମାଧାନ ନ ହେଲେ ସ୍କୁଲରେ ତାଲା ପକାଇ ଆନ୍ଦୋଳନ କରିବେ ବୋଲି ଗ୍ରାମବାସୀ ଚେତାବନୀ ଦେଇଛନ୍ତି। [558,1053,792,1130]
photo-wrap [146,399,274,503]
reg-dot [614,1247,621,1254]
article-text: ବିବାଦୀୟ ପାନବରଜ ଜମିକୁ ନେଇ ଦୁଇ ପରିବାର ମଧ୍ୟରେ ଲାଗି ରହିଥିବା ବିବାଦର ସମାଧାନ ଲାଗି ତହସିଲଦାରଙ୍କ ଅଧ୍ୟକ୍ଷତାରେ ବୈଠକ ଅନୁଷ୍ଠିତ ହୋଇଛି। ଉଭୟ ପକ୍ଷ ନିଜ ନିଜ ମତ ରଖିଥିଲେ। ଜମି ମାପଚୁପ କରି ସୀମା ନିର୍ଧାରଣ କରାଯିବ ବୋଲି ନିଷ୍ପତ୍ତି ହୋଇଛି। [161,673,256,759]
headline: ନୂଆଁଖାଇ ଲାଗି ହାଟ ବଜାର ଚହଳଚହଳ [17,746,146,778]
